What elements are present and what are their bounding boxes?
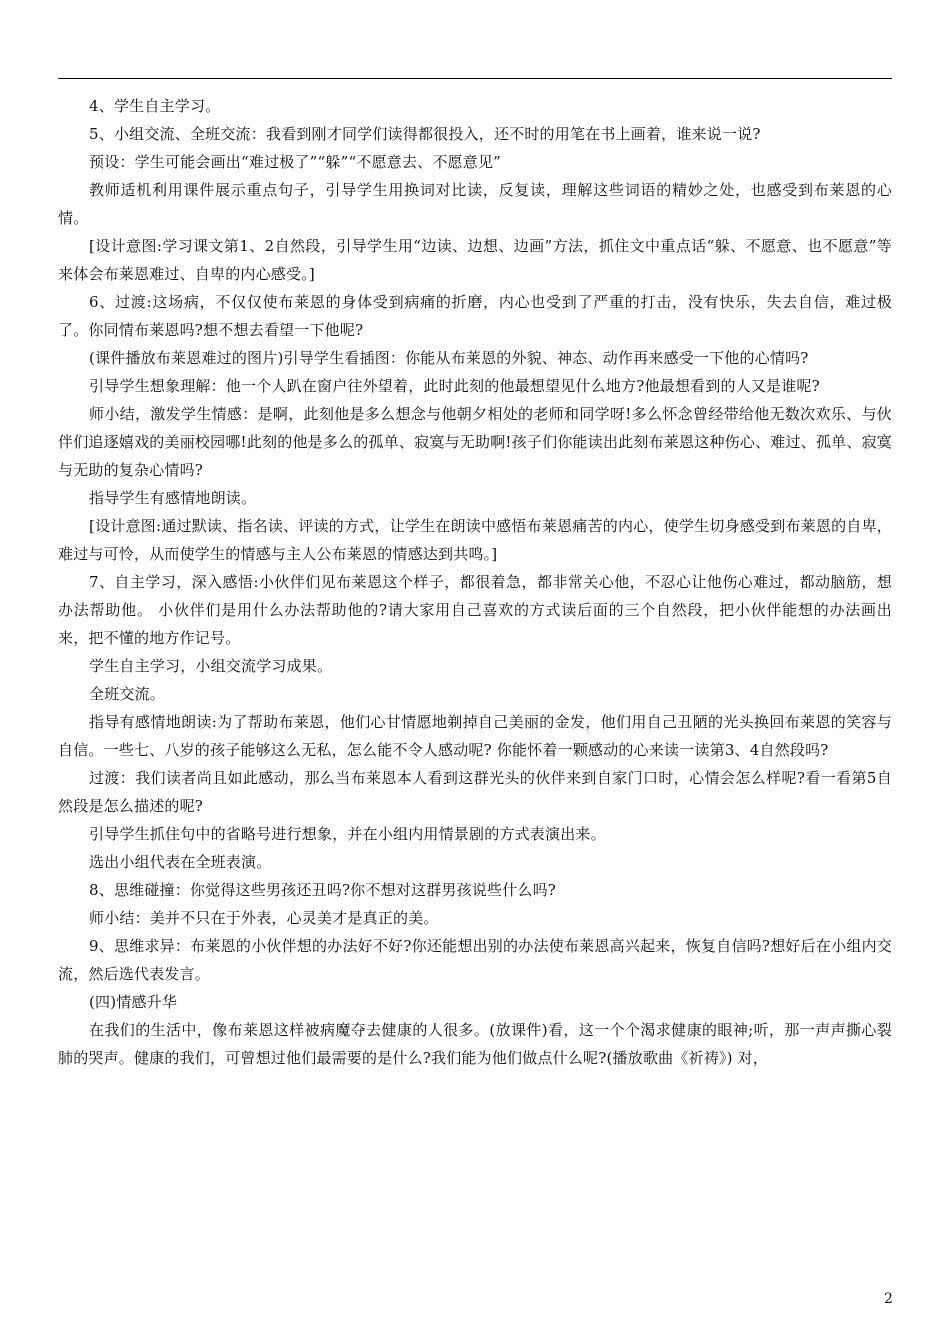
paragraph: (课件播放布莱恩难过的图片)引导学生看插图：你能从布莱恩的外貌、神态、动作再来感受一下他的心情吗? xyxy=(89,349,809,367)
paragraph: 教师适机利用课件展示重点句子，引导学生用换词对比读，反复读，理解这些词语的精妙之处，也感受到布莱恩的心情。 xyxy=(58,181,892,227)
paragraph: 师小结，激发学生情感：是啊，此刻他是多么想念与他朝夕相处的老师和同学呀!多么怀念曾经带给他无数次欢乐、与伙伴们追逐嬉戏的美丽校园哪!此刻的他是多么的孤单、寂寞与无助啊!孩子们你能读出此刻布莱恩这种伤心、难过、孤单、寂寞与无助的复杂心情吗? xyxy=(58,405,892,479)
paragraph: 6、过渡:这场病，不仅仅使布莱恩的身体受到病痛的折磨，内心也受到了严重的打击，没有快乐，失去自信，难过极了。你同情布莱恩吗?想不想去看望一下他呢? xyxy=(58,293,892,339)
page-number: 2 xyxy=(884,1291,893,1307)
paragraph: 5、小组交流、全班交流：我看到刚才同学们读得都很投入，还不时的用笔在书上画着，谁来说一说? xyxy=(89,125,761,143)
paragraph: 指导学生有感情地朗读。 xyxy=(89,489,257,507)
paragraph: 7、自主学习，深入感悟:小伙伴们见布莱恩这个样子，都很着急，都非常关心他，不忍心让他伤心难过，都动脑筋，想办法帮助他。 小伙伴们是用什么办法帮助他的?请大家用自己喜欢的方式读后面的三个自然段，把小伙伴能想的办法画出来，把不懂的地方作记号。 xyxy=(58,573,892,647)
paragraph: 引导学生想象理解：他一个人趴在窗户往外望着，此时此刻的他最想望见什么地方?他最想看到的人又是谁呢? xyxy=(89,377,820,395)
paragraph: 在我们的生活中，像布莱恩这样被病魔夺去健康的人很多。(放课件)看，这一个个渴求健康的眼神;听，那一声声撕心裂肺的哭声。健康的我们，可曾想过他们最需要的是什么?我们能为他们做点什么呢?(播放歌曲《祈祷》) 对， xyxy=(58,1021,892,1067)
document-body xyxy=(58,92,892,1072)
paragraph: 8、思维碰撞：你觉得这些男孩还丑吗?你不想对这群男孩说些什么吗? xyxy=(89,881,557,899)
section-heading: (四)情感升华 xyxy=(89,993,178,1011)
paragraph: 选出小组代表在全班表演。 xyxy=(89,853,272,871)
paragraph: [设计意图:学习课文第1、2自然段，引导学生用“边读、边想、边画”方法，抓住文中重点话“躲、不愿意、也不愿意”等来体会布莱恩难过、自卑的内心感受。] xyxy=(58,237,892,283)
paragraph: 指导有感情地朗读:为了帮助布莱恩，他们心甘情愿地剃掉自己美丽的金发，他们用自己丑陋的光头换回布莱恩的笑容与自信。一些七、八岁的孩子能够这么无私，怎么能不令人感动呢? 你能怀着一颗感动的心来读一读第3、4自然段吗? xyxy=(58,713,892,759)
paragraph: 全班交流。 xyxy=(89,685,166,703)
paragraph: 学生自主学习，小组交流学习成果。 xyxy=(89,657,333,675)
paragraph: 9、思维求异：布莱恩的小伙伴想的办法好不好?你还能想出别的办法使布莱恩高兴起来，恢复自信吗?想好后在小组内交流，然后选代表发言。 xyxy=(58,937,892,983)
paragraph: 师小结：美并不只在于外表，心灵美才是真正的美。 xyxy=(89,909,439,927)
header-rule xyxy=(58,78,892,79)
paragraph: 4、学生自主学习。 xyxy=(89,97,221,115)
paragraph: [设计意图:通过默读、指名读、评读的方式，让学生在朗读中感悟布莱恩痛苦的内心，使学生切身感受到布莱恩的自卑，难过与可怜，从而使学生的情感与主人公布莱恩的情感达到共鸣。] xyxy=(58,517,892,563)
paragraph: 预设：学生可能会画出“难过极了”“躲”“不愿意去、不愿意见” xyxy=(89,153,502,171)
paragraph: 过渡：我们读者尚且如此感动，那么当布莱恩本人看到这群光头的伙伴来到自家门口时，心情会怎么样呢?看一看第5自然段是怎么描述的呢? xyxy=(58,769,892,815)
paragraph: 引导学生抓住句中的省略号进行想象，并在小组内用情景剧的方式表演出来。 xyxy=(89,825,606,843)
